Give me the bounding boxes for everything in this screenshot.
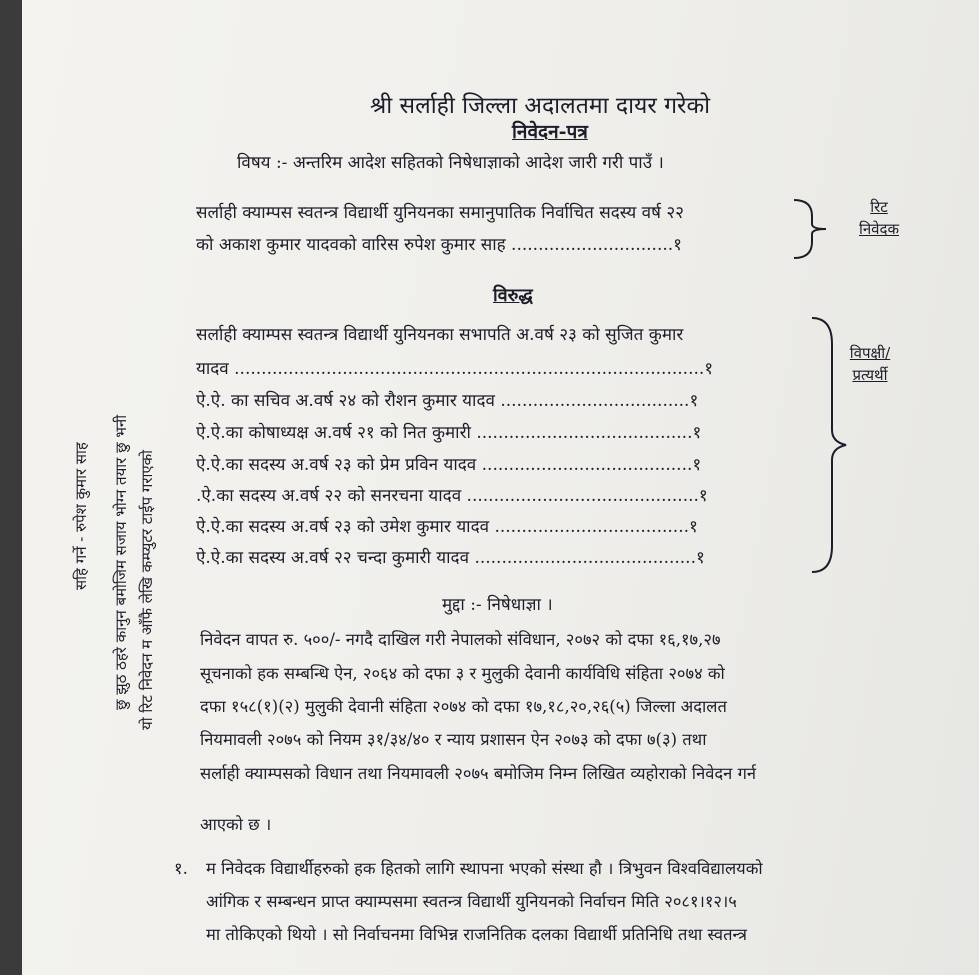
court-title: श्री सर्लाही जिल्ला अदालतमा दायर गरेको [370,93,711,119]
respondent-line-4: ऐ.ऐ.का कोषाध्यक्ष अ.वर्ष २१ को नित कुमारी ........................................१ [196,423,702,443]
respondent-line-5: ऐ.ऐ.का सदस्य अ.वर्ष २३ को प्रेम प्रविन यादव .......................................१ [196,455,702,475]
versus-heading: विरुद्ध [493,285,533,306]
margin-note-col-2: छु झुठ ठहरे कानुन बमोजिम सजाय भोग्न तयार छु भनी [112,414,130,710]
point-1-line-3: मा तोकिएको थियो । सो निर्वाचनमा विभिन्न राजनितिक दलका विद्यार्थी प्रतिनिधि तथा स्वतन्त्र [206,925,747,944]
petitioner-label [844,196,914,240]
respondent-label [830,342,910,386]
respondent-line-6: .ऐ.का सदस्य अ.वर्ष २२ को सनरचना यादव ...........................................१ [196,486,708,506]
respondent-label-line-1: विपक्षी/ [849,344,891,362]
respondent-line-2: यादव .......................................................................................१ [196,359,714,379]
intro-line-3: दफा १५८(१)(२) मुलुकी देवानी संहिता २०७४ को दफा १७,१८,२०,२६(५) जिल्ला अदालत [200,697,727,716]
intro-line-5: सर्लाही क्याम्पसको विधान तथा नियमावली २०७५ बमोजिम निम्न लिखित व्यहोराको निवेदन गर्न [200,764,757,783]
intro-line-1: निवेदन वापत रु. ५००/- नगदै दाखिल गरी नेपालको संविधान, २०७२ को दफा १६,१७,२७ [200,630,721,649]
intro-line-6: आएको छ । [200,815,272,834]
document-page [22,0,979,975]
petitioner-line-1: सर्लाही क्याम्पस स्वतन्त्र विद्यार्थी युनियनका समानुपातिक निर्वाचित सदस्य वर्ष २२ [196,203,684,223]
document-subtitle: निवेदन-पत्र [512,121,588,143]
respondent-label-line-2: प्रत्यर्थी [852,366,888,384]
petitioner-brace-icon [790,196,832,262]
respondent-line-3: ऐ.ऐ. का सचिव अ.वर्ष २४ को रौशन कुमार यादव ...................................१ [196,391,699,411]
margin-note-col-1: यो रिट निवेदन म आँफै लेखि कम्प्युटर टाईप गराएको [138,449,156,730]
margin-note-col-3: सहि गर्ने - रुपेश कुमार साह [72,442,90,590]
intro-line-4: नियमावली २०७५ को नियम ३१/३४/४० र न्याय प्रशासन ऐन २०७३ को दफा ७(३) तथा [200,730,707,749]
petitioner-line-2: को अकाश कुमार यादवको वारिस रुपेश कुमार साह ..............................१ [196,235,683,255]
subject-line: विषय :- अन्तरिम आदेश सहितको निषेधाज्ञाको आदेश जारी गरी पाउँ । [237,153,664,173]
petitioner-label-line-1: रिट [870,198,888,216]
case-type: मुद्दा :- निषेधाज्ञा । [442,595,553,615]
respondent-line-8: ऐ.ऐ.का सदस्य अ.वर्ष २२ चन्दा कुमारी यादव .........................................१ [196,548,705,568]
respondent-line-1: सर्लाही क्याम्पस स्वतन्त्र विद्यार्थी युनियनका सभापति अ.वर्ष २३ को सुजित कुमार [196,325,684,345]
intro-line-2: सूचनाको हक सम्बन्धि ऐन, २०६४ को दफा ३ र मुलुकी देवानी कार्यविधि संहिता २०७४ को [200,664,725,683]
point-1-number: १. [174,859,188,878]
petitioner-label-line-2: निवेदक [858,220,900,238]
respondent-line-7: ऐ.ऐ.का सदस्य अ.वर्ष २३ को उमेश कुमार यादव ....................................१ [196,517,698,537]
point-1-line-2: आंगिक र सम्बन्धन प्राप्त क्याम्पसमा स्वतन्त्र विद्यार्थी युनियनको निर्वाचन मिति २०८१।१२।५ [206,892,737,911]
point-1-line-1: म निवेदक विद्यार्थीहरुको हक हितको लागि स्थापना भएको संस्था हौ । त्रिभुवन विश्वविद्यालयको [206,859,763,878]
